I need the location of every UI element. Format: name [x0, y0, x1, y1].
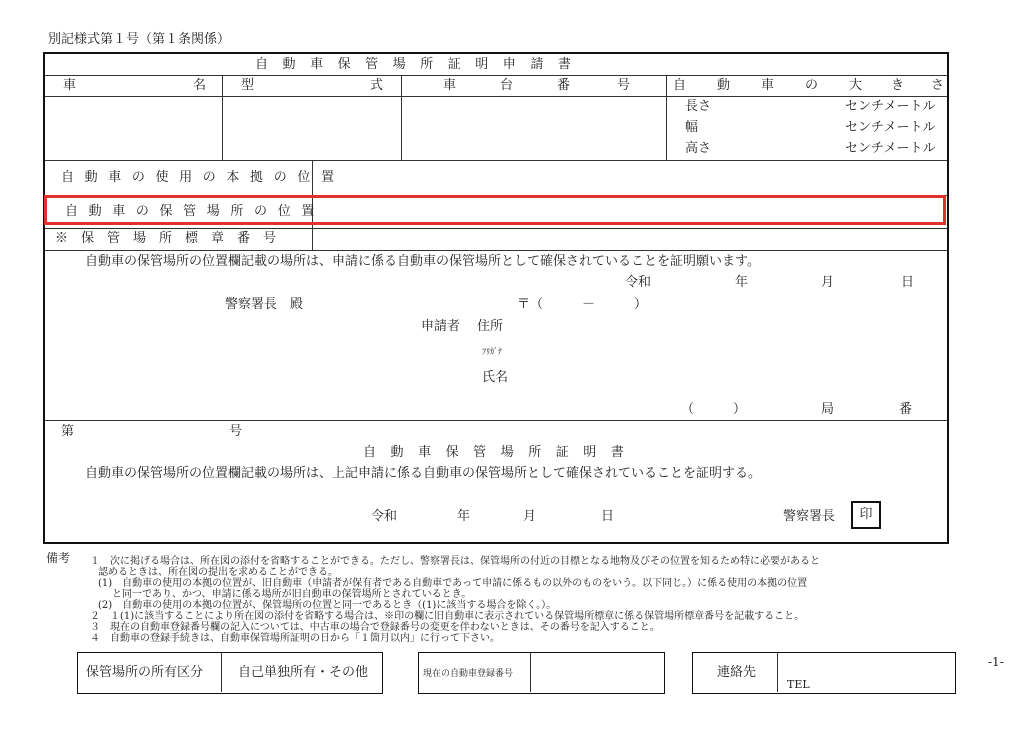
- header-size-3: 車: [761, 78, 775, 93]
- application-statement: 自動車の保管場所の位置欄記載の場所は、申請に係る自動車の保管場所として確保されていることを証明願います。: [85, 254, 760, 269]
- note-line-4: と同一であり、かつ、申請に係る場所が旧自動車の保管場所とされているとき。: [112, 589, 472, 600]
- header-size-1: 自: [673, 78, 687, 93]
- size-height-unit: センチメートル: [845, 141, 936, 156]
- header-model-2: 式: [370, 78, 384, 93]
- header-chassis-3: 番: [557, 78, 571, 93]
- form-label: 別記様式第１号（第１条関係）: [48, 32, 231, 47]
- form-title: 自 動 車 保 管 場 所 証 明 申 請 書: [255, 57, 577, 72]
- header-size-2: 動: [717, 78, 731, 93]
- note-line-6: ２ １(1)に該当することにより所在図の添付を省略する場合は、※印の欄に旧自動車に表示されている保管場所標章に係る保管場所標章番号を記載すること。: [90, 611, 805, 622]
- certificate-police-chief: 警察署長: [783, 509, 836, 524]
- application-day: 日: [901, 275, 915, 290]
- certificate-no-prefix: 第: [61, 424, 75, 439]
- applicant-label: 申請者: [421, 319, 461, 334]
- ownership-box: [77, 652, 383, 694]
- application-year: 年: [735, 275, 749, 290]
- note-line-2: 認めるときは、所在図の提出を求めることができる。: [98, 567, 338, 578]
- postal-code: 〒（ － ）: [517, 297, 648, 312]
- registration-label: 現在の自動車登録番号: [423, 669, 514, 679]
- name-label: 氏名: [482, 370, 509, 385]
- header-chassis-2: 台: [500, 78, 514, 93]
- certificate-year: 年: [457, 509, 471, 524]
- size-height-label: 高さ: [685, 141, 712, 156]
- header-size-6: き: [891, 78, 905, 93]
- certificate-month: 月: [523, 509, 537, 524]
- seal-box: 印: [851, 501, 881, 529]
- size-width-label: 幅: [685, 120, 699, 135]
- ownership-value[interactable]: 自己単独所有・その他: [238, 665, 369, 680]
- notes-heading: 備考: [46, 551, 71, 565]
- certificate-era: 令和: [371, 509, 398, 524]
- phone-number-label: 番: [899, 402, 913, 417]
- certificate-title: 自 動 車 保 管 場 所 証 明 書: [363, 445, 629, 460]
- header-car-name: 車: [63, 78, 77, 93]
- registration-box: [418, 652, 665, 694]
- application-month: 月: [821, 275, 835, 290]
- phone-area-code: （ ）: [681, 402, 747, 417]
- header-size-7: さ: [931, 78, 945, 93]
- header-model: 型: [241, 78, 255, 93]
- note-line-8: ４ 自動車の登録手続きは、自動車保管場所証明の日から「１箇月以内」に行って下さい。: [90, 633, 500, 644]
- size-length-label: 長さ: [685, 99, 712, 114]
- size-length-unit: センチメートル: [845, 99, 936, 114]
- certificate-day: 日: [601, 509, 615, 524]
- note-line-1: １ 次に掲げる場合は、所在図の添付を省略することができる。ただし、警察署長は、保管場所の付近の目標となる地物及びその位置を知るため特に必要があると: [90, 556, 820, 567]
- header-chassis-4: 号: [617, 78, 631, 93]
- size-width-unit: センチメートル: [845, 120, 936, 135]
- address-label: 住所: [477, 319, 504, 334]
- application-era: 令和: [625, 275, 652, 290]
- header-size-4: の: [805, 78, 819, 93]
- note-line-7: ３ 現在の自動車登録番号欄の記入については、中古車の場合で登録番号の変更を伴わないときは、その番号を記入すること。: [90, 622, 660, 633]
- ownership-label: 保管場所の所有区分: [86, 665, 204, 680]
- furigana-label: ﾌﾘｶﾞﾅ: [482, 347, 502, 356]
- certificate-statement: 自動車の保管場所の位置欄記載の場所は、上記申請に係る自動車の保管場所として確保されていることを証明する。: [85, 466, 762, 481]
- application-form: [43, 52, 949, 544]
- header-chassis-1: 車: [443, 78, 457, 93]
- header-car-name-2: 名: [193, 78, 207, 93]
- page-number: -1-: [988, 655, 1004, 669]
- note-line-5: (2) 自動車の使用の本拠の位置が、保管場所の位置と同一であるとき（(1)に該当する場合を除く。）。: [98, 600, 557, 611]
- header-size-5: 大: [849, 78, 863, 93]
- storage-location-highlight: [44, 195, 946, 225]
- home-base-label: 自 動 車 の 使 用 の 本 拠 の 位 置: [61, 170, 338, 185]
- tel-label: TEL: [787, 678, 810, 691]
- contact-box: [692, 652, 956, 694]
- police-chief-addressee: 警察署長 殿: [225, 297, 304, 312]
- sign-number-label: ※ 保 管 場 所 標 章 番 号: [55, 231, 277, 246]
- contact-label: 連絡先: [717, 665, 757, 680]
- phone-office-label: 局: [821, 402, 835, 417]
- note-line-3: (1) 自動車の使用の本拠の位置が、旧自動車（申請者が保有者である自動車であって申請に係るもの以外のものをいう。以下同じ。）に係る使用の本拠の位置: [98, 578, 808, 589]
- certificate-no-suffix: 号: [229, 424, 243, 439]
- storage-location-label: 自 動 車 の 保 管 場 所 の 位 置: [65, 204, 318, 219]
